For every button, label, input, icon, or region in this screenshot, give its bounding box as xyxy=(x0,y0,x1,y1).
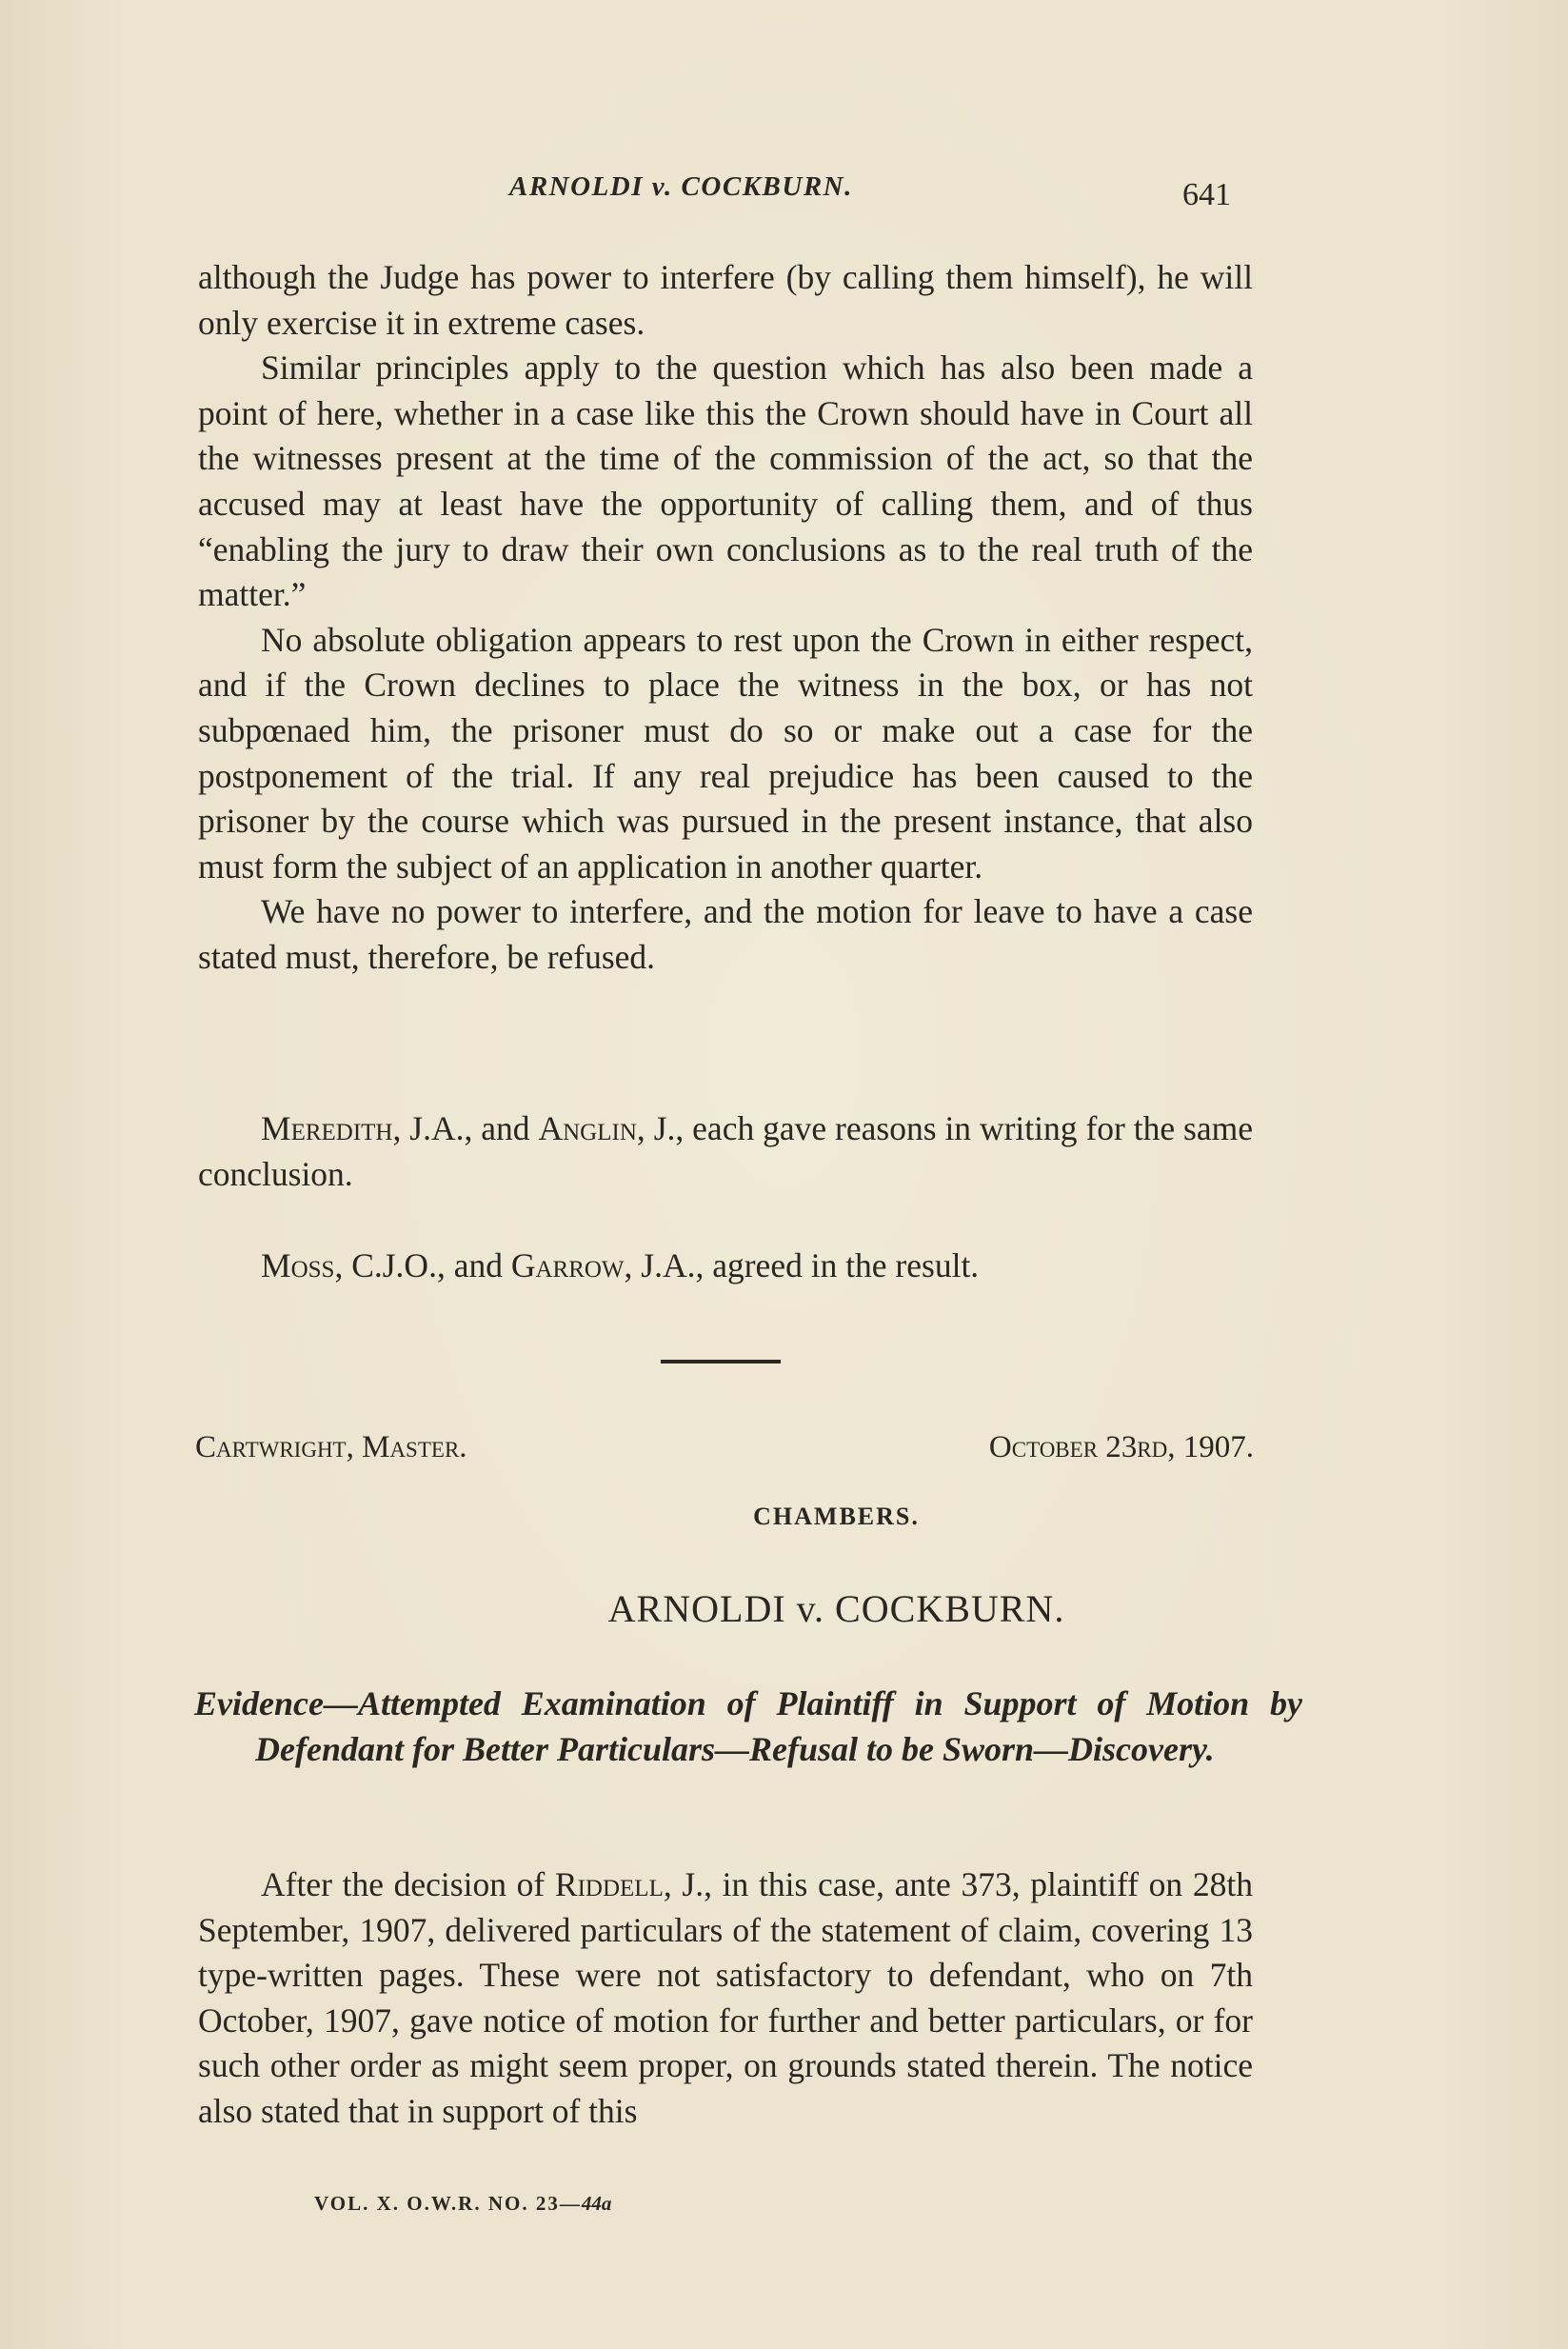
judgment-text xyxy=(198,255,1253,981)
venue-heading: CHAMBERS. xyxy=(753,1503,920,1530)
page-number: 641 xyxy=(1182,177,1231,212)
judge-name: Anglin xyxy=(538,1109,637,1147)
case-body xyxy=(198,1862,1253,2135)
judge-name: Meredith xyxy=(261,1109,393,1147)
concurrence-paragraph: Meredith, J.A., and Anglin, J., each gave reasons in writing for the same conclusion. xyxy=(198,1109,1253,1193)
presiding-officer: Cartwright, Master. xyxy=(195,1430,467,1464)
section-divider xyxy=(661,1360,781,1364)
judge-name: Riddell xyxy=(554,1865,664,1903)
concurrence-note xyxy=(198,1106,1253,1197)
judgment-paragraph: We have no power to interfere, and the motion for leave to have a case stated must, therefore, be refused. xyxy=(198,892,1253,976)
headnote: Evidence—Attempted Examination of Plaintiff in Support of Motion by Defendant for Better Particulars—Refusal to be Sworn—Discovery. xyxy=(194,1684,1302,1768)
judge-name: Moss xyxy=(261,1246,335,1284)
running-head: ARNOLDI v. COCKBURN. xyxy=(509,171,853,202)
judgment-paragraph: No absolute obligation appears to rest upon the Crown in either respect, and if the Crown declines to place the witness in the box, or has not subpœnaed him, the prisoner must do so or make out a case for the postponement of the trial. If any real prejudice has been caused to the prisoner by the course which was pursued in the present instance, that also must form the subject of an application in another quarter. xyxy=(198,620,1253,886)
judgment-paragraph: although the Judge has power to interfere (by calling them himself), he will only exercise it in extreme cases. xyxy=(198,258,1253,342)
concurrence-paragraph: Moss, C.J.O., and Garrow, J.A., agreed in the result. xyxy=(261,1246,980,1284)
case-date-line xyxy=(195,1430,1254,1465)
decision-date: October 23rd, 1907. xyxy=(988,1430,1254,1464)
case-title: ARNOLDI v. COCKBURN. xyxy=(607,1587,1065,1630)
judge-name: Garrow xyxy=(510,1246,625,1284)
signature-mark: VOL. X. O.W.R. NO. 23—44a xyxy=(314,2192,612,2215)
concurrence-note xyxy=(198,1244,1253,1289)
judgment-paragraph: Similar principles apply to the question which has also been made a point of here, whether in a case like this the Crown should have in Court all the witnesses present at the time of the commission of the act, so that the accused may at least have the opportunity of calling them, and of thus “enabling the jury to draw their own conclusions as to the real truth of the matter.” xyxy=(198,348,1253,614)
body-paragraph: After the decision of Riddell, J., in this case, ante 373, plaintiff on 28th September, 1907, delivered particulars of the statement of claim, covering 13 type-written pages. These were not satisfactory to defendant, who on 7th October, 1907, gave notice of motion for further and better particulars, or for such other order as might seem proper, on grounds stated therein. The notice also stated that in support of this xyxy=(198,1865,1253,2130)
